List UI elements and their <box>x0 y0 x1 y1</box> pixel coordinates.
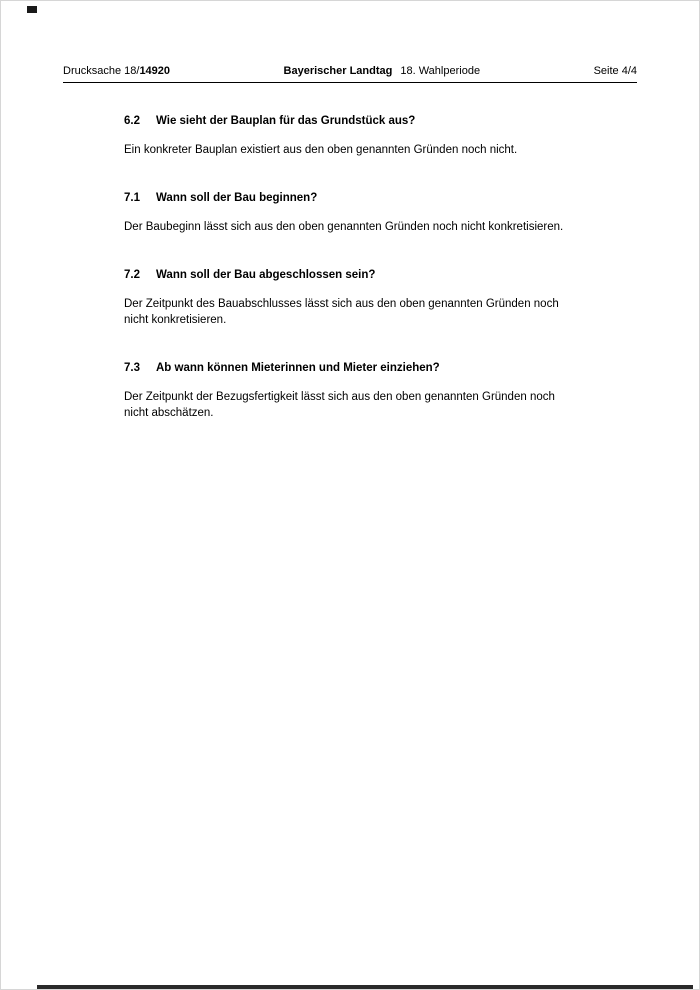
section-7-3 <box>124 361 580 421</box>
document-number <box>63 65 170 77</box>
section-number: 6.2 <box>124 115 140 127</box>
document-body <box>124 114 580 454</box>
section-6-2 <box>124 114 580 158</box>
section-7-2 <box>124 268 580 328</box>
section-title-text: Wann soll der Bau beginnen? <box>156 192 318 204</box>
section-paragraph: Der Baubeginn lässt sich aus den oben genannten Gründen noch nicht konkretisieren. <box>124 221 564 233</box>
section-number: 7.1 <box>124 192 140 204</box>
section-title-text: Wann soll der Bau abgeschlossen sein? <box>156 269 376 281</box>
section-number: 7.2 <box>124 269 140 281</box>
scan-corner-mark <box>27 6 37 13</box>
page-indicator: Seite 4/4 <box>593 65 637 77</box>
page-edge-shadow <box>37 985 693 989</box>
section-title-text: Ab wann können Mieterinnen und Mieter einziehen? <box>156 362 440 374</box>
section-paragraph: Der Zeitpunkt der Bezugsfertigkeit lässt sich aus den oben genannten Gründen noch nicht abschätzen. <box>124 391 555 419</box>
legislative-period: 18. Wahlperiode <box>400 65 481 77</box>
section-number: 7.3 <box>124 362 140 374</box>
section-paragraph: Ein konkreter Bauplan existiert aus den oben genannten Gründen noch nicht. <box>124 144 518 156</box>
section-paragraph: Der Zeitpunkt des Bauabschlusses lässt sich aus den oben genannten Gründen noch nicht konkretisieren. <box>124 298 559 326</box>
document-number-label: Drucksache 18/ <box>63 65 140 77</box>
section-7-1 <box>124 191 580 235</box>
page-header <box>63 65 637 77</box>
header-title <box>170 65 594 77</box>
parliament-name: Bayerischer Landtag <box>283 65 393 77</box>
section-heading <box>124 191 580 206</box>
section-heading <box>124 361 580 376</box>
section-heading <box>124 268 580 283</box>
section-heading <box>124 114 580 129</box>
section-title-text: Wie sieht der Bauplan für das Grundstück aus? <box>156 115 416 127</box>
document-number-value: 14920 <box>139 65 171 77</box>
header-rule <box>63 82 637 83</box>
